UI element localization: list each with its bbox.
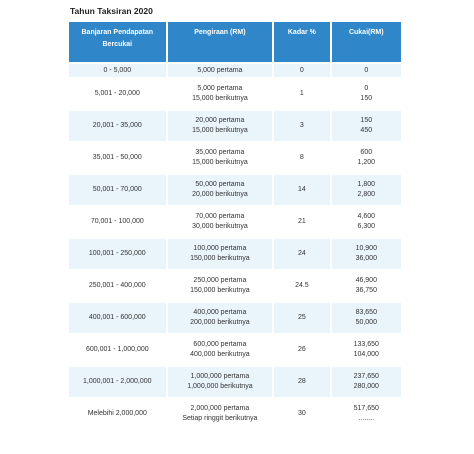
rate-cell [274, 399, 329, 429]
bracket-cell-line: 250,001 - 400,000 [88, 282, 146, 289]
tax-cell-line: 10,900 [355, 245, 377, 252]
calculation-cell-line: 200,000 berikutnya [190, 319, 250, 326]
rate-cell [274, 303, 329, 333]
tax-cell-line: 36,750 [355, 287, 377, 294]
table-row [69, 143, 401, 173]
bracket-cell [69, 79, 166, 109]
tax-cell-line: 150 [360, 117, 373, 124]
tax-cell [332, 399, 401, 429]
tax-cell [332, 143, 401, 173]
calculation-cell-line: 150,000 berikutnya [190, 287, 250, 294]
table-row [69, 239, 401, 269]
bracket-cell [69, 303, 166, 333]
calculation-cell-line: 15,000 berikutnya [192, 95, 248, 102]
bracket-cell-line: 400,001 - 600,000 [88, 314, 146, 321]
calculation-cell-line: 250,000 pertama [193, 277, 247, 284]
rate-cell-line: 21 [297, 218, 306, 225]
tax-cell [332, 79, 401, 109]
rate-cell [274, 64, 329, 77]
tax-cell [332, 335, 401, 365]
calculation-cell-line: 35,000 pertama [195, 149, 245, 156]
tax-cell [332, 271, 401, 301]
bracket-cell [69, 111, 166, 141]
tax-cell [332, 303, 401, 333]
tax-cell-line: ........ [358, 415, 375, 422]
table-row [69, 175, 401, 205]
tax-cell-line: 150 [360, 95, 373, 102]
page-title: Tahun Taksiran 2020 [70, 6, 153, 16]
rate-cell [274, 335, 329, 365]
calculation-cell-line: 15,000 berikutnya [192, 127, 248, 134]
table-row [69, 367, 401, 397]
table-row [69, 335, 401, 365]
header-rate: Kadar % [274, 22, 329, 62]
tax-cell [332, 64, 401, 77]
tax-cell [332, 111, 401, 141]
calculation-cell [168, 399, 273, 429]
tax-cell-line: 280,000 [353, 383, 379, 390]
calculation-cell [168, 64, 273, 77]
bracket-cell [69, 207, 166, 237]
calculation-cell-line: 30,000 berikutnya [192, 223, 248, 230]
tax-cell-line: 517,650 [353, 405, 379, 412]
bracket-cell [69, 399, 166, 429]
rate-cell-line: 24 [297, 250, 306, 257]
rate-cell [274, 175, 329, 205]
calculation-cell-line: 15,000 berikutnya [192, 159, 248, 166]
tax-cell [332, 367, 401, 397]
bracket-cell-line: 600,001 - 1,000,000 [85, 346, 149, 353]
tax-cell-line: 1,800 [357, 181, 376, 188]
rate-cell-line: 24.5 [295, 282, 309, 289]
calculation-cell-line: 1,000,000 berikutnya [187, 383, 253, 390]
calculation-cell [168, 367, 273, 397]
header-calculation: Pengiraan (RM) [168, 22, 273, 62]
calculation-cell [168, 239, 273, 269]
calculation-cell [168, 271, 273, 301]
tax-cell-line: 237,650 [353, 373, 379, 380]
rate-cell-line: 3 [299, 122, 304, 129]
bracket-cell [69, 239, 166, 269]
tax-cell-line: 83,650 [355, 309, 377, 316]
tax-cell-line: 50,000 [355, 319, 377, 326]
rate-cell [274, 367, 329, 397]
bracket-cell [69, 335, 166, 365]
tax-cell-line: 1,200 [357, 159, 376, 166]
tax-cell-line: 133,650 [353, 341, 379, 348]
rate-cell-line: 1 [299, 90, 304, 97]
table-row [69, 79, 401, 109]
calculation-cell [168, 207, 273, 237]
calculation-cell-line: 20,000 berikutnya [192, 191, 248, 198]
table-row [69, 271, 401, 301]
calculation-cell-line: Setiap ringgit berikutnya [182, 415, 258, 422]
tax-cell-line: 0 [364, 85, 369, 92]
rate-cell-line: 8 [299, 154, 304, 161]
table-row [69, 207, 401, 237]
calculation-cell-line: 20,000 pertama [195, 117, 245, 124]
calculation-cell-line: 600,000 pertama [193, 341, 247, 348]
bracket-cell-line: 20,001 - 35,000 [92, 122, 142, 129]
bracket-cell-line: 70,001 - 100,000 [90, 218, 144, 225]
bracket-cell [69, 64, 166, 77]
calculation-cell-line: 2,000,000 pertama [190, 405, 250, 412]
tax-cell-line: 104,000 [353, 351, 379, 358]
calculation-cell-line: 5,000 pertama [197, 66, 243, 74]
bracket-cell-line: Melebihi 2,000,000 [87, 410, 147, 417]
header-tax: Cukai(RM) [332, 22, 401, 62]
bracket-cell [69, 271, 166, 301]
calculation-cell [168, 335, 273, 365]
tax-cell-line: 600 [360, 149, 373, 156]
table-body [69, 64, 401, 429]
table-row [69, 111, 401, 141]
calculation-cell-line: 400,000 pertama [193, 309, 247, 316]
tax-cell-line: 450 [360, 127, 373, 134]
rate-cell [274, 271, 329, 301]
bracket-cell-line: 1,000,001 - 2,000,000 [83, 378, 152, 385]
tax-cell-line: 6,300 [357, 223, 376, 230]
calculation-cell [168, 175, 273, 205]
rate-cell-line: 0 [299, 66, 304, 74]
tax-cell-line: 36,000 [355, 255, 377, 262]
rate-cell [274, 111, 329, 141]
rate-cell-line: 25 [297, 314, 306, 321]
tax-cell-line: 2,800 [357, 191, 376, 198]
rate-cell-line: 28 [297, 378, 306, 385]
tax-cell [332, 239, 401, 269]
tax-cell-line: 0 [364, 66, 369, 74]
rate-cell [274, 143, 329, 173]
table-header-row [69, 22, 401, 62]
rate-cell-line: 14 [297, 186, 306, 193]
bracket-cell-line: 100,001 - 250,000 [88, 250, 146, 257]
calculation-cell [168, 303, 273, 333]
bracket-cell-line: 0 - 5,000 [103, 66, 132, 74]
bracket-cell-line: 5,001 - 20,000 [94, 90, 140, 97]
tax-cell [332, 207, 401, 237]
bracket-cell [69, 143, 166, 173]
bracket-cell [69, 367, 166, 397]
calculation-cell [168, 143, 273, 173]
table-row [69, 399, 401, 429]
tax-cell-line: 4,600 [357, 213, 376, 220]
rate-cell [274, 79, 329, 109]
bracket-cell-line: 35,001 - 50,000 [92, 154, 142, 161]
header-bracket: Banjaran Pendapatan Bercukai [69, 22, 166, 62]
calculation-cell-line: 400,000 berikutnya [190, 351, 250, 358]
table-row [69, 64, 401, 77]
calculation-cell-line: 70,000 pertama [195, 213, 245, 220]
calculation-cell [168, 79, 273, 109]
tax-rate-table [67, 20, 403, 431]
bracket-cell [69, 175, 166, 205]
rate-cell [274, 207, 329, 237]
calculation-cell [168, 111, 273, 141]
calculation-cell-line: 1,000,000 pertama [190, 373, 250, 380]
calculation-cell-line: 50,000 pertama [195, 181, 245, 188]
calculation-cell-line: 5,000 pertama [197, 85, 243, 92]
rate-cell [274, 239, 329, 269]
calculation-cell-line: 150,000 berikutnya [190, 255, 250, 262]
rate-cell-line: 30 [297, 410, 306, 417]
table-row [69, 303, 401, 333]
tax-cell-line: 46,900 [355, 277, 377, 284]
rate-cell-line: 26 [297, 346, 306, 353]
calculation-cell-line: 100,000 pertama [193, 245, 247, 252]
tax-cell [332, 175, 401, 205]
bracket-cell-line: 50,001 - 70,000 [92, 186, 142, 193]
